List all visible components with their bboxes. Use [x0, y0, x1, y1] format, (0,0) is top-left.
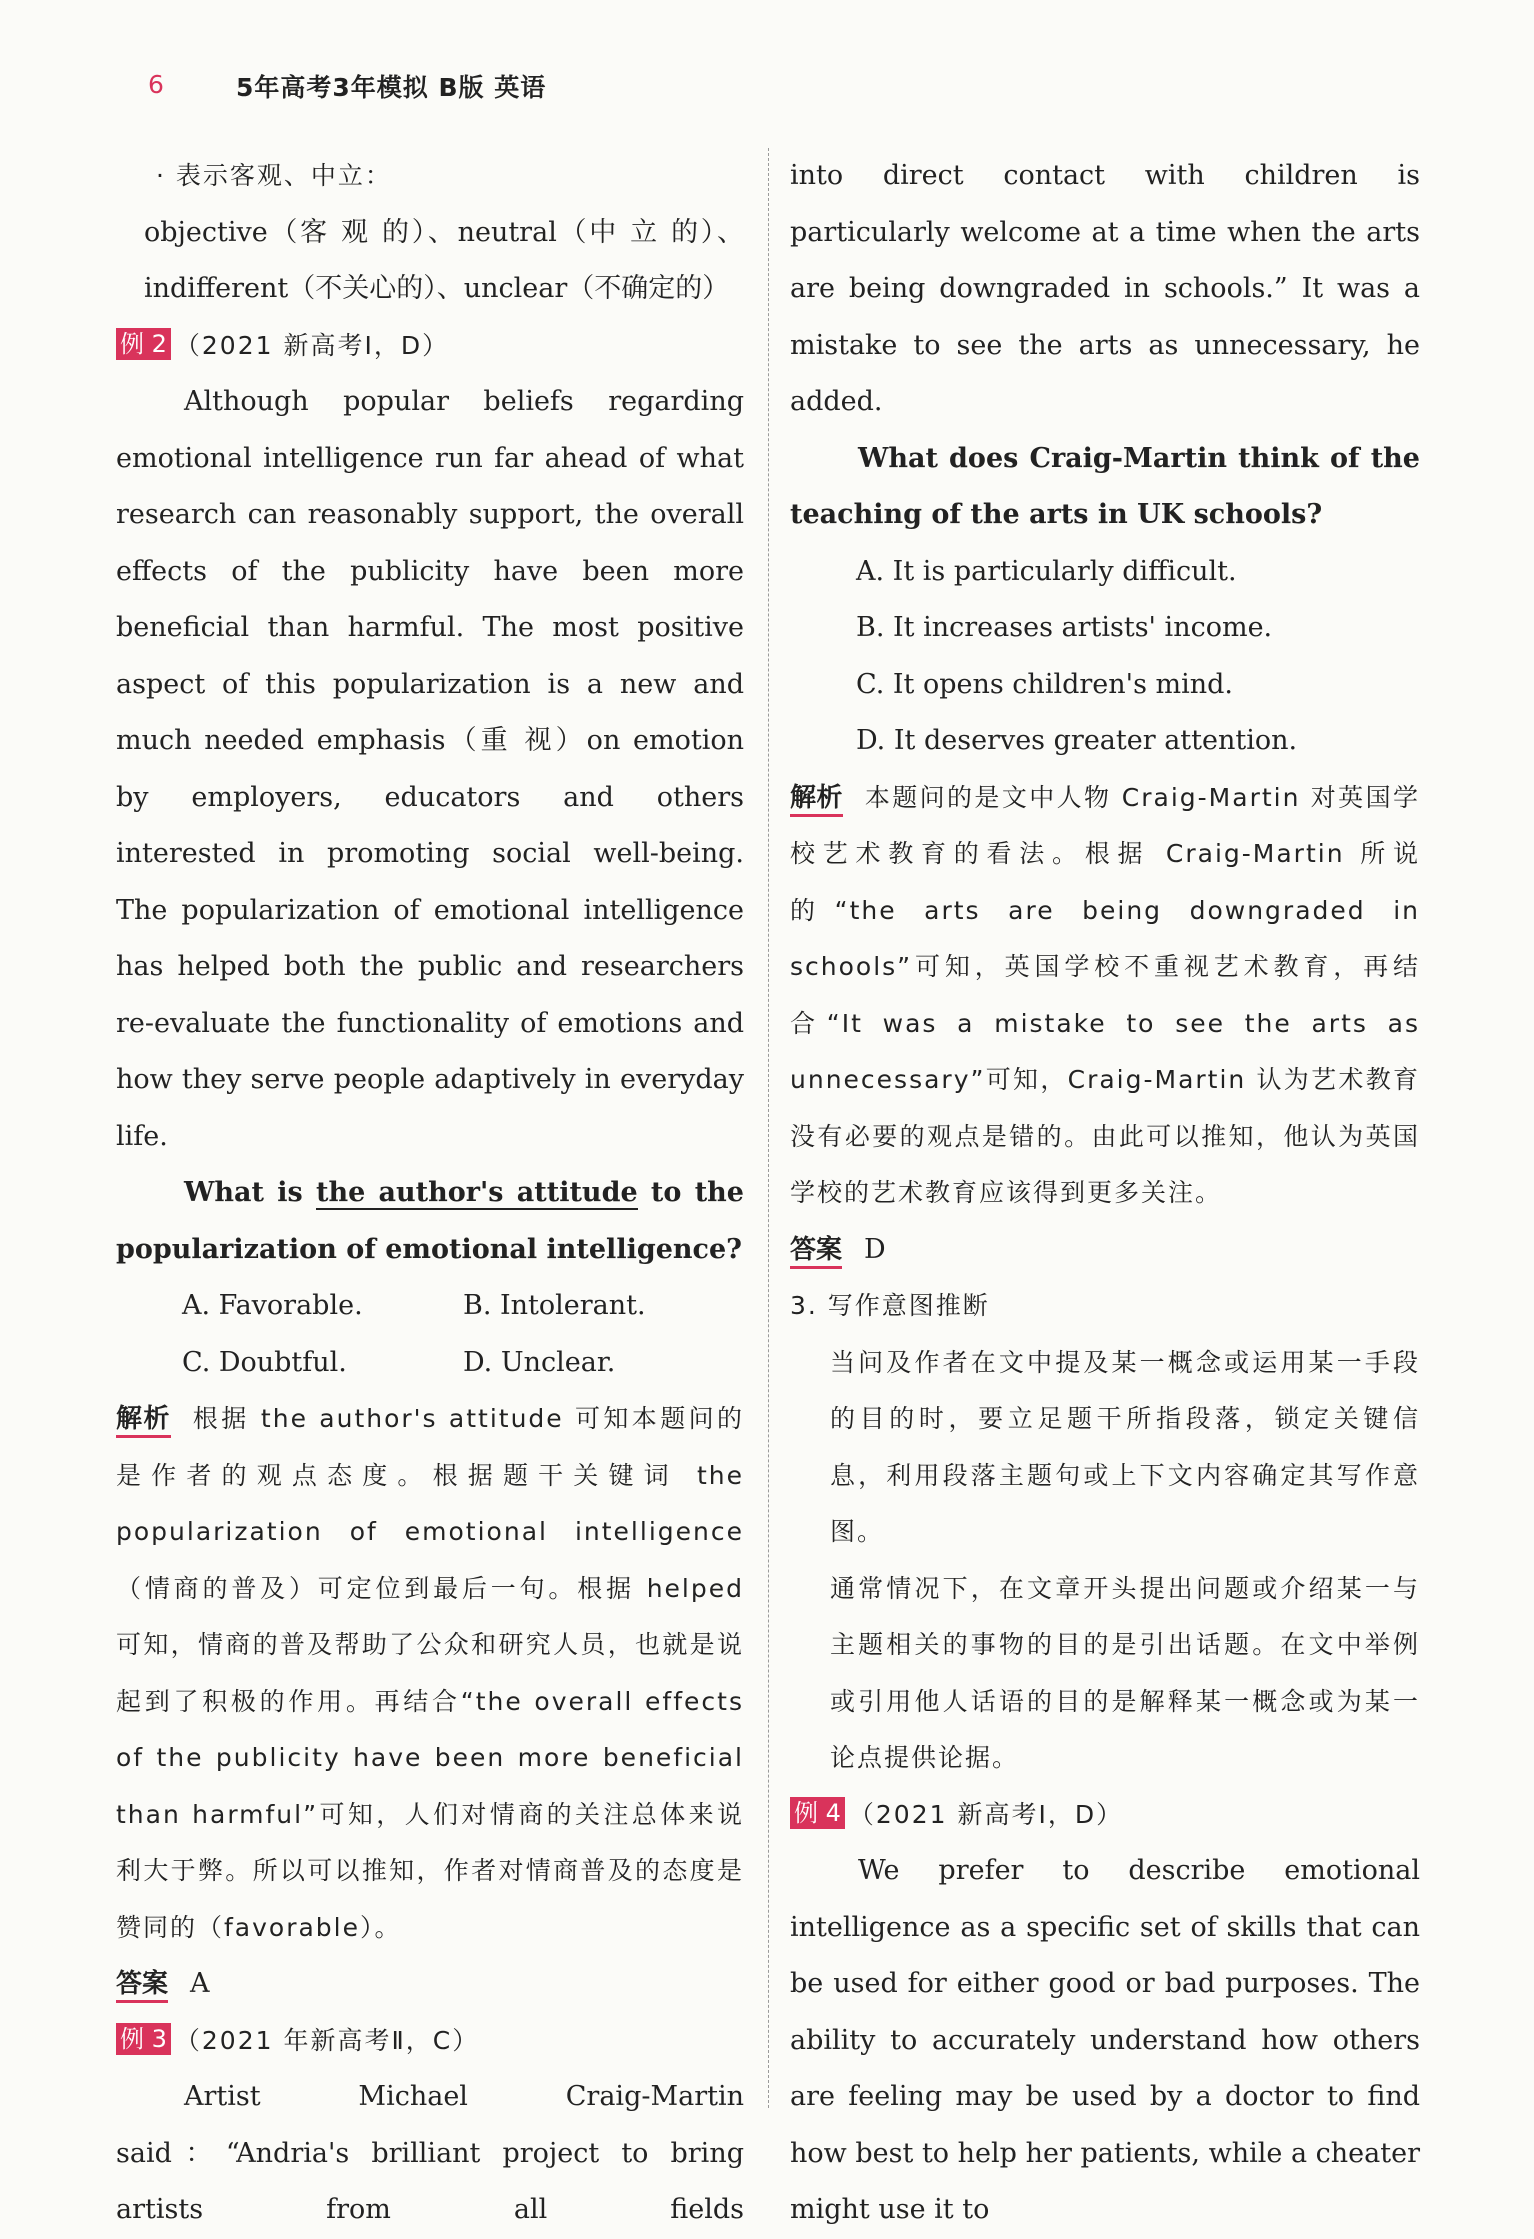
option-c: C. It opens children's mind.	[856, 668, 1233, 700]
example-3-answer	[790, 1222, 1420, 1279]
example-2-analysis	[116, 1391, 744, 1956]
option-b: B. Intolerant.	[463, 1290, 646, 1321]
question-keyword: the author's attitude	[315, 1177, 638, 1208]
example-2-question	[116, 1165, 744, 1278]
analysis-label: 解析	[790, 783, 843, 817]
option-d: D. It deserves greater attention.	[856, 725, 1298, 756]
question-text: to the popularization of emotional intelligence?	[116, 1177, 744, 1265]
example-4-passage: We prefer to describe emotional intelligence as a specific set of skills that can be used for either good or bad purposes. The ability to accurately understand how others are feeling may be used by a doctor to find how best to help her patients, while a cheater might use it to	[790, 1855, 1420, 2225]
page-header	[0, 62, 1534, 112]
answer-label: 答案	[116, 1969, 168, 2003]
section-3-paragraph-1: 当问及作者在文中提及某一概念或运用某一手段的目的时，要立足题干所指段落，锁定关键信息，利用段落主题句或上下文内容确定其写作意图。	[830, 1347, 1420, 1546]
example-3-passage-continued: into direct contact with children is particularly welcome at a time when the arts are being downgraded in schools.” It was a mistake to see the arts as unnecessary, he added.	[790, 160, 1420, 417]
options-row-1	[116, 1278, 744, 1335]
example-4-tag: 例 4	[790, 1797, 845, 1829]
vocab-line-2: indifferent（不关心的）、unclear（不确定的）	[144, 273, 730, 304]
example-3-passage-start: Artist Michael Craig-Martin said：“Andria's brilliant project to bring artists from all fields	[116, 2081, 744, 2225]
option-b: B. It increases artists' income.	[856, 612, 1273, 643]
page-number: 6	[148, 70, 164, 99]
bullet-heading: · 表示客观、中立：	[156, 161, 392, 190]
analysis-text: 根据 the author's attitude 可知本题问的是作者的观点态度。根据题干关键词 the popularization of emotional intelligence（情商的普及）可定位到最后一句。根据 helped 可知，情商的普及帮助了公众和研究人员，也就是说起到了积极的作用。再结合“the overall effects of the publicity have been more beneficial than harmful”可知，人们对情商的关注总体来说利大于弊。所以可以推知，作者对情商普及的态度是赞同的（favorable）。	[116, 1404, 744, 1942]
example-4-header	[790, 1787, 1420, 1844]
section-3-title: 3. 写作意图推断	[790, 1291, 990, 1320]
example-4-source: （2021 新高考Ⅰ，D）	[848, 1799, 1124, 1829]
example-3-question: What does Craig-Martin think of the teaching of the arts in UK schools?	[790, 442, 1420, 530]
analysis-text: 本题问的是文中人物 Craig-Martin 对英国学校艺术教育的看法。根据 Craig-Martin 所说的“the arts are being downgraded in schools”可知，英国学校不重视艺术教育，再结合“It was a mistake to see the arts as unnecessary”可知，Craig-Martin 认为艺术教育没有必要的观点是错的。由此可以推知，他认为英国学校的艺术教育应该得到更多关注。	[790, 782, 1420, 1207]
example-2-header	[116, 318, 744, 375]
option-a: A. Favorable.	[182, 1290, 363, 1321]
example-3-tag: 例 3	[116, 2023, 171, 2055]
column-divider	[768, 148, 769, 2108]
section-3-paragraph-2: 通常情况下，在文章开头提出问题或介绍某一与主题相关的事物的目的是引出话题。在文中举例或引用他人话语的目的是解释某一概念或为某一论点提供论据。	[830, 1573, 1420, 1772]
book-title: 5年高考3年模拟 B版 英语	[236, 73, 547, 102]
example-3-header	[116, 2013, 744, 2070]
vocab-line-1: objective（客 观 的）、neutral（中 立 的）、	[144, 216, 744, 248]
example-3-analysis	[790, 770, 1420, 1222]
question-text: What is	[184, 1177, 316, 1208]
option-c: C. Doubtful.	[182, 1346, 347, 1378]
options-row-2	[116, 1335, 744, 1392]
example-2-tag: 例 2	[116, 328, 171, 360]
answer-label: 答案	[790, 1235, 842, 1269]
option-d: D. Unclear.	[463, 1346, 616, 1378]
analysis-label: 解析	[116, 1404, 171, 1438]
example-2-passage: Although popular beliefs regarding emotional intelligence run far ahead of what research can reasonably support, the overall effects of the publicity have been more beneficial than harmful. The most positive aspect of this popularization is a new and much needed emphasis（重 视）on emotion by employers, educators and others interested in promoting social well-being. The popularization of emotional intelligence has helped both the public and researchers re-evaluate the functionality of emotions and how they serve people adaptively in everyday life.	[116, 386, 744, 1152]
example-2-answer	[116, 1956, 744, 2013]
option-a: A. It is particularly difficult.	[856, 555, 1237, 587]
answer-value: A	[190, 1968, 210, 1999]
right-column	[790, 148, 1420, 2239]
left-column	[116, 148, 744, 2239]
answer-value: D	[864, 1233, 886, 1265]
example-3-source: （2021 年新高考Ⅱ，C）	[174, 2025, 480, 2055]
example-2-source: （2021 新高考Ⅰ，D）	[174, 330, 450, 360]
